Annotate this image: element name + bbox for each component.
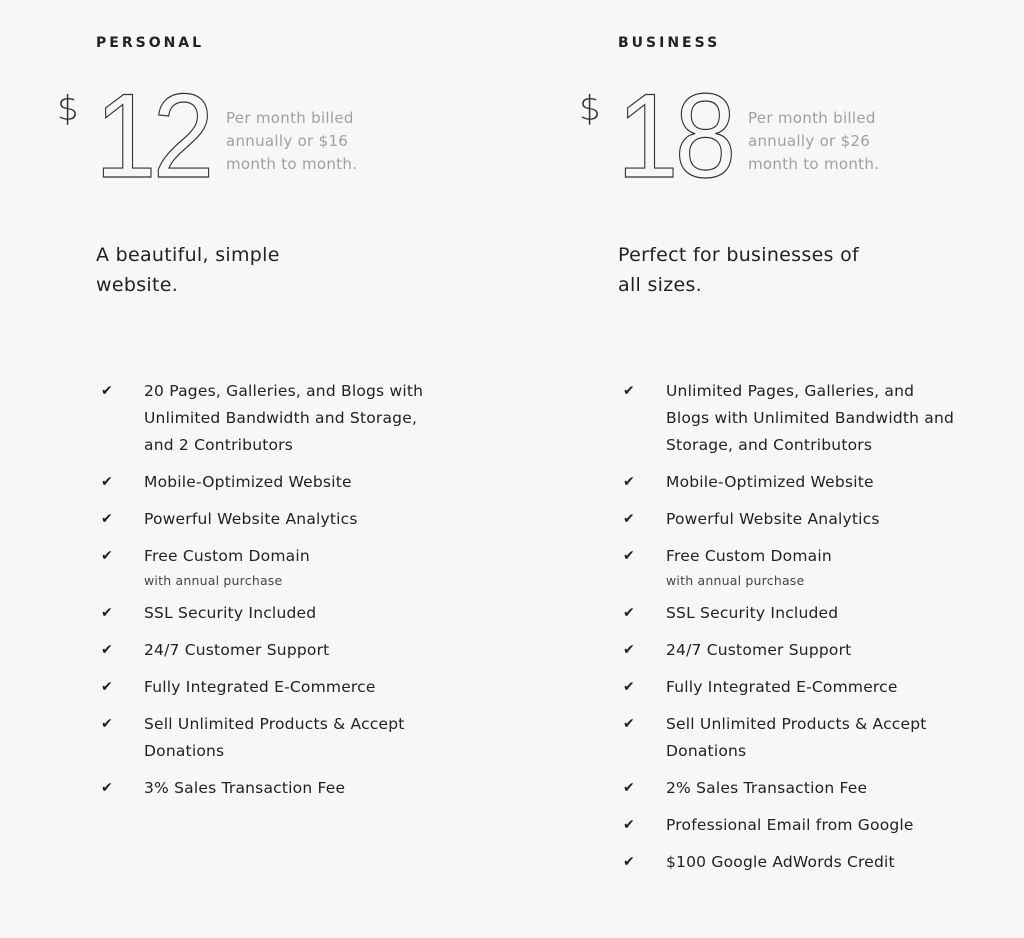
feature-item	[618, 506, 958, 533]
feature-item	[96, 775, 436, 802]
check-icon: ✔	[623, 474, 635, 490]
check-icon: ✔	[623, 780, 635, 796]
check-icon: ✔	[623, 511, 635, 527]
check-icon: ✔	[101, 511, 113, 527]
feature-text: Sell Unlimited Products & Accept Donations	[666, 715, 927, 760]
feature-item	[618, 812, 958, 839]
feature-text: SSL Security Included	[144, 604, 317, 622]
feature-text: Unlimited Pages, Galleries, and Blogs with Unlimited Bandwidth and Storage, and Contributors	[666, 382, 955, 454]
feature-subtext: with annual purchase	[666, 573, 805, 588]
feature-text: Mobile-Optimized Website	[666, 473, 874, 491]
feature-text: 3% Sales Transaction Fee	[144, 779, 346, 797]
price-amount-value: 18	[617, 69, 733, 203]
feature-text: $100 Google AdWords Credit	[666, 853, 895, 871]
billing-note: Per month billed annually or $16 month to month.	[226, 109, 358, 173]
check-icon: ✔	[101, 679, 113, 695]
feature-item	[96, 378, 436, 459]
feature-text: Sell Unlimited Products & Accept Donations	[144, 715, 405, 760]
feature-item	[618, 849, 958, 876]
check-icon: ✔	[623, 383, 635, 399]
feature-text: Fully Integrated E-Commerce	[144, 678, 376, 696]
check-icon: ✔	[623, 679, 635, 695]
check-icon: ✔	[101, 780, 113, 796]
feature-item	[618, 378, 958, 459]
feature-item	[96, 506, 436, 533]
check-icon: ✔	[623, 817, 635, 833]
check-icon: ✔	[101, 605, 113, 621]
feature-item	[618, 711, 958, 765]
feature-list	[96, 378, 436, 812]
check-icon: ✔	[623, 605, 635, 621]
check-icon: ✔	[623, 642, 635, 658]
feature-item	[618, 543, 958, 590]
plan-name: BUSINESS	[618, 35, 721, 51]
price-amount	[617, 69, 733, 203]
check-icon: ✔	[623, 854, 635, 870]
feature-item	[96, 600, 436, 627]
feature-item	[618, 674, 958, 701]
feature-text: Fully Integrated E-Commerce	[666, 678, 898, 696]
feature-text: 24/7 Customer Support	[666, 641, 852, 659]
feature-text: Mobile-Optimized Website	[144, 473, 352, 491]
feature-subtext: with annual purchase	[144, 573, 283, 588]
feature-text: Powerful Website Analytics	[144, 510, 358, 528]
feature-item	[618, 775, 958, 802]
feature-item	[96, 637, 436, 664]
price-amount	[95, 69, 211, 203]
feature-text: Free Custom Domain	[666, 547, 832, 565]
feature-item	[96, 543, 436, 590]
feature-item	[96, 469, 436, 496]
plan-name: PERSONAL	[96, 35, 205, 51]
feature-item	[618, 637, 958, 664]
feature-text: 24/7 Customer Support	[144, 641, 330, 659]
feature-item	[96, 711, 436, 765]
feature-item	[618, 469, 958, 496]
check-icon: ✔	[101, 383, 113, 399]
check-icon: ✔	[623, 548, 635, 564]
check-icon: ✔	[101, 548, 113, 564]
check-icon: ✔	[101, 474, 113, 490]
feature-item	[618, 600, 958, 627]
feature-text: 2% Sales Transaction Fee	[666, 779, 868, 797]
check-icon: ✔	[101, 716, 113, 732]
feature-text: Free Custom Domain	[144, 547, 310, 565]
plan-tagline: Perfect for businesses of all sizes.	[618, 244, 860, 296]
plan-tagline: A beautiful, simple website.	[96, 244, 280, 296]
currency-symbol: $	[579, 89, 601, 129]
currency-symbol: $	[57, 89, 79, 129]
feature-text: Powerful Website Analytics	[666, 510, 880, 528]
check-icon: ✔	[101, 642, 113, 658]
feature-text: SSL Security Included	[666, 604, 839, 622]
feature-list	[618, 378, 958, 886]
price-amount-value: 12	[95, 69, 211, 203]
feature-text: 20 Pages, Galleries, and Blogs with Unlimited Bandwidth and Storage, and 2 Contributors	[144, 382, 424, 454]
billing-note: Per month billed annually or $26 month to month.	[748, 109, 880, 173]
check-icon: ✔	[623, 716, 635, 732]
feature-text: Professional Email from Google	[666, 816, 914, 834]
feature-item	[96, 674, 436, 701]
